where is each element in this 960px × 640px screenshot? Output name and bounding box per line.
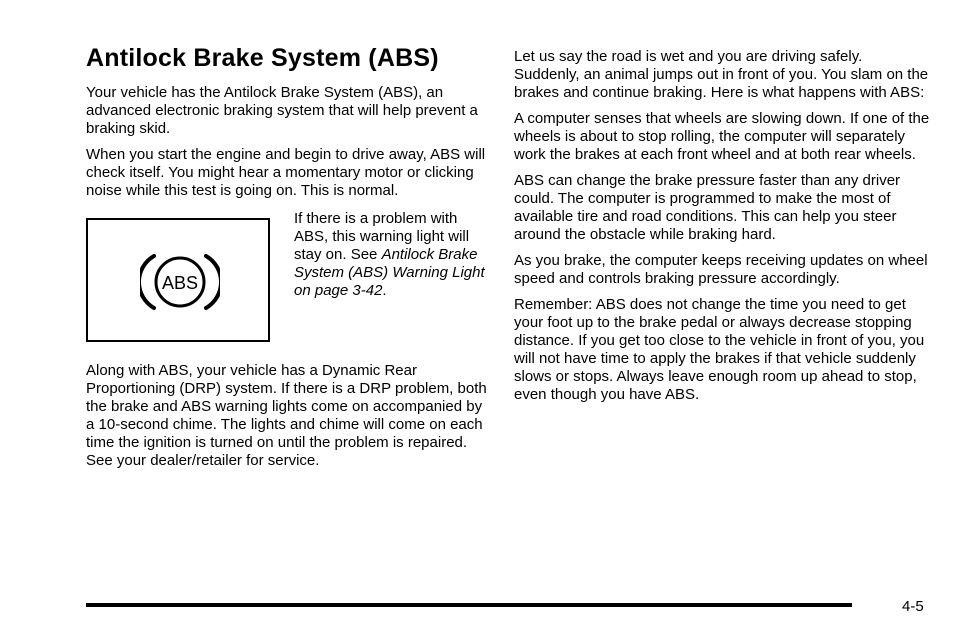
abs-warning-light-box (86, 218, 270, 342)
warning-light-sentence: If there is a problem with ABS, this warning light will stay on. See (294, 210, 470, 263)
footer-rule (86, 603, 852, 607)
warning-light-period: . (382, 282, 387, 299)
left-column (86, 42, 494, 478)
warning-light-text (294, 210, 494, 300)
warning-light-figure (86, 210, 494, 344)
section-title: Antilock Brake System (ABS) (86, 44, 439, 72)
pressure-paragraph: ABS can change the brake pressure faster than any driver could. The computer is programmed to make the most of available tire and road conditions. This can help you steer around the obstacle while braking hard. (514, 172, 901, 243)
computer-paragraph: A computer senses that wheels are slowing down. If one of the wheels is about to stop rolling, the computer will separately work the brakes at each front wheel and at both rear wheels. (514, 110, 930, 163)
drp-paragraph: Along with ABS, your vehicle has a Dynamic Rear Proportioning (DRP) system. If there is a DRP problem, both the brake and ABS warning lights come on accompanied by a 10-second chime. The lights and chime will come on each time the ignition is turned on until the problem is repaired. See your dealer/retailer for service. (86, 362, 487, 469)
remember-paragraph: Remember: ABS does not change the time you need to get your foot up to the brake pedal or always decrease stopping distance. If you get too close to the vehicle in front of you, you will not have time to apply the brakes if that vehicle suddenly slows or stops. Always leave enough room up ahead to stop, even though you have ABS. (514, 296, 925, 403)
right-column (514, 48, 930, 412)
page-number: 4-5 (902, 598, 924, 615)
warning-light-reference-link[interactable]: Antilock Brake System (ABS) Warning Light on page 3-42 (294, 246, 485, 299)
updates-paragraph: As you brake, the computer keeps receiving updates on wheel speed and controls braking pressure accordingly. (514, 252, 928, 287)
abs-icon-label: ABS (161, 273, 199, 293)
self-check-paragraph: When you start the engine and begin to drive away, ABS will check itself. You might hear a momentary motor or clicking noise while this test is going on. This is normal. (86, 146, 486, 199)
scenario-paragraph: Let us say the road is wet and you are driving safely. Suddenly, an animal jumps out in front of you. You slam on the brakes and continue braking. Here is what happens with ABS: (514, 48, 929, 101)
abs-warning-icon (140, 250, 220, 314)
intro-paragraph: Your vehicle has the Antilock Brake System (ABS), an advanced electronic braking system that will help prevent a braking skid. (86, 84, 478, 137)
